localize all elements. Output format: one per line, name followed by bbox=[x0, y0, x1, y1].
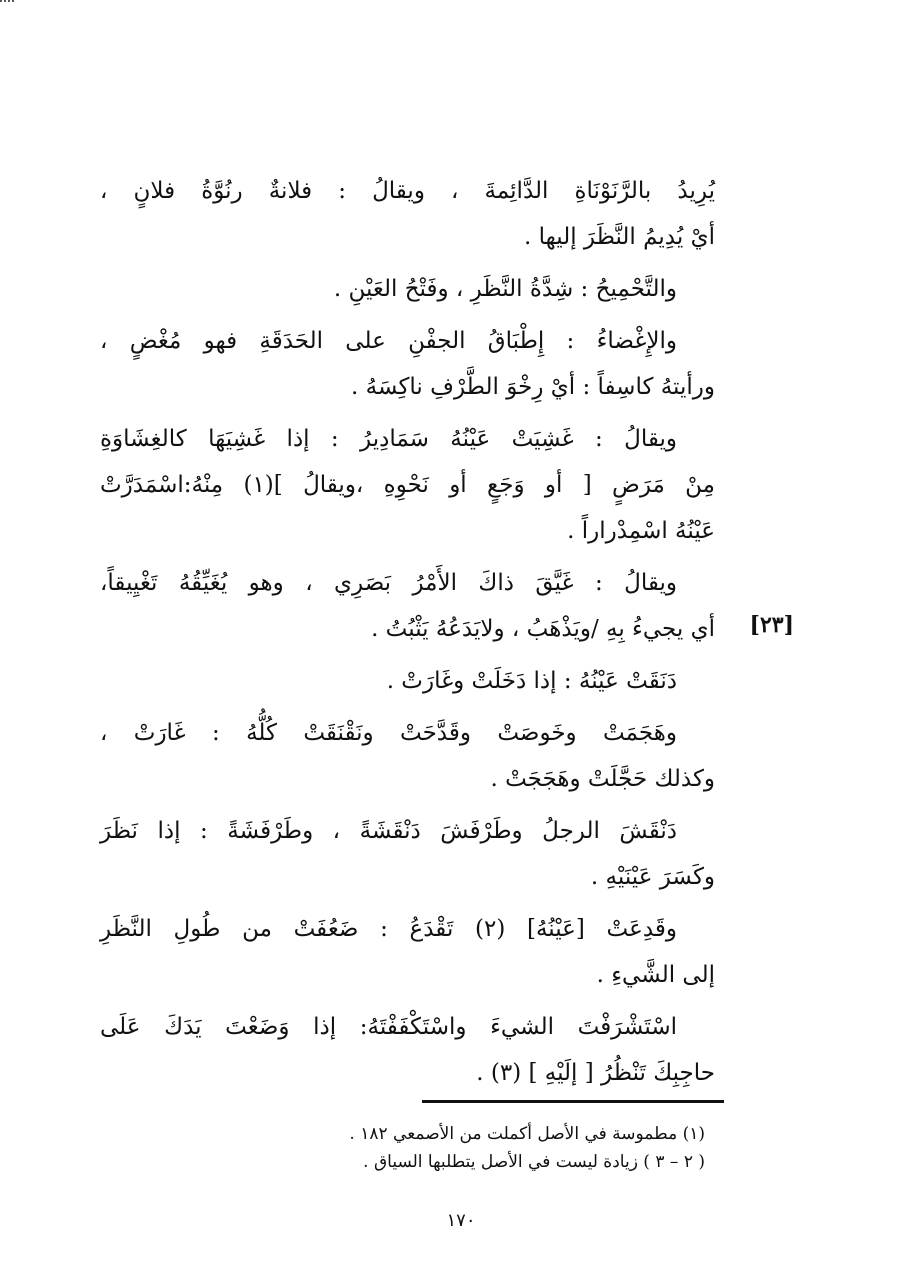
paragraph bbox=[100, 808, 715, 900]
main-text bbox=[100, 168, 715, 1102]
paragraph bbox=[100, 658, 715, 704]
paragraph bbox=[100, 168, 715, 260]
page-number: ١٧٠ bbox=[446, 1210, 476, 1231]
paragraph bbox=[100, 1004, 715, 1096]
text-line: وهَجَمَتْ وخَوصَتْ وقَدَّحَتْ ونَقْنَقَتْ كُلُّهُ : غَارَتْ ، bbox=[100, 720, 677, 746]
footnotes bbox=[260, 1120, 705, 1176]
text-line: إلى الشَّيءِ . bbox=[596, 962, 715, 988]
text-line: اسْتَشْرَفْتَ الشيءَ واسْتَكْفَفْتَهُ: إذا وَضَعْتَ يَدَكَ عَلَى bbox=[100, 1014, 677, 1040]
text-line: حاجِبِكَ تَنْظُرُ [ إلَيْهِ ] (٣) . bbox=[476, 1060, 715, 1086]
text-line: أيْ يُدِيمُ النَّظَرَ إليها . bbox=[524, 224, 715, 250]
text-line: دَنَقَتْ عَيْنُهُ : إذا دَخَلَتْ وغَارَتْ . bbox=[386, 668, 677, 694]
text-line: وقَدِعَتْ [عَيْنُهُ] (٢) تَقْدَعُ : ضَعُفَتْ من طُولِ النَّظَرِ bbox=[100, 916, 677, 942]
text-line: والإِغْضاءُ : إِطْبَاقُ الجفْنِ على الحَدَقَةِ فهو مُغْضٍ ، bbox=[100, 328, 677, 354]
scan-corner-mark bbox=[0, 0, 14, 5]
text-line: مِنْ مَرَضٍ [ أو وَجَعٍ أو نَحْوِهِ ،ويقالُ ](١) مِنْهُ:اسْمَدَرَّتْ bbox=[100, 472, 715, 498]
text-line: أي يجيءُ بِهِ /ويَذْهَبُ ، ولايَدَعُهُ يَثْبُتُ . bbox=[371, 616, 715, 642]
paragraph bbox=[100, 318, 715, 410]
text-line: دَنْقَشَ الرجلُ وطَرْفَشَ دَنْقَشَةً ، وطَرْفَشَةً : إذا نَظَرَ bbox=[100, 818, 677, 844]
footnote: ( ٢ – ٣ ) زيادة ليست في الأصل يتطلبها السياق . bbox=[363, 1152, 705, 1172]
text-line: وكذلك حَجَّلَتْ وهَجَجَتْ . bbox=[490, 766, 715, 792]
text-line: يُرِيدُ بالرَّنَوْنَاةِ الدَّائِمةَ ، ويقالُ : فلانةٌ رنُوَّةُ فلانٍ ، bbox=[100, 178, 715, 204]
paragraph bbox=[100, 416, 715, 554]
paragraph bbox=[100, 560, 715, 652]
text-line: عَيْنُهُ اسْمِدْراراً . bbox=[567, 518, 715, 544]
paragraph bbox=[100, 710, 715, 802]
paragraph bbox=[100, 266, 715, 312]
paragraph bbox=[100, 906, 715, 998]
footnote: (١) مطموسة في الأصل أكملت من الأصمعي ١٨٢ . bbox=[349, 1124, 705, 1144]
text-line: والتَّحْمِيحُ : شِدَّةُ النَّظَرِ ، وفَتْحُ العَيْنِ . bbox=[333, 276, 677, 302]
text-line: ورأيتهُ كاسِفاً : أيْ رِخْوَ الطَّرْفِ ناكِسَهُ . bbox=[351, 374, 715, 400]
footnote-separator bbox=[422, 1100, 724, 1103]
text-line: ويقالُ : غَيَّقَ ذاكَ الأَمْرُ بَصَرِي ، وهو يُغَيِّقُهُ تَغْيِيقاً، bbox=[100, 570, 677, 596]
text-line: وكَسَرَ عَيْنَيْهِ . bbox=[590, 864, 715, 890]
text-line: ويقالُ : غَشِيَتْ عَيْنُهُ سَمَادِيرُ : إذا غَشِيَهَا كالغِشَاوَةِ bbox=[100, 426, 677, 452]
margin-page-reference: [٢٣] bbox=[749, 612, 794, 638]
